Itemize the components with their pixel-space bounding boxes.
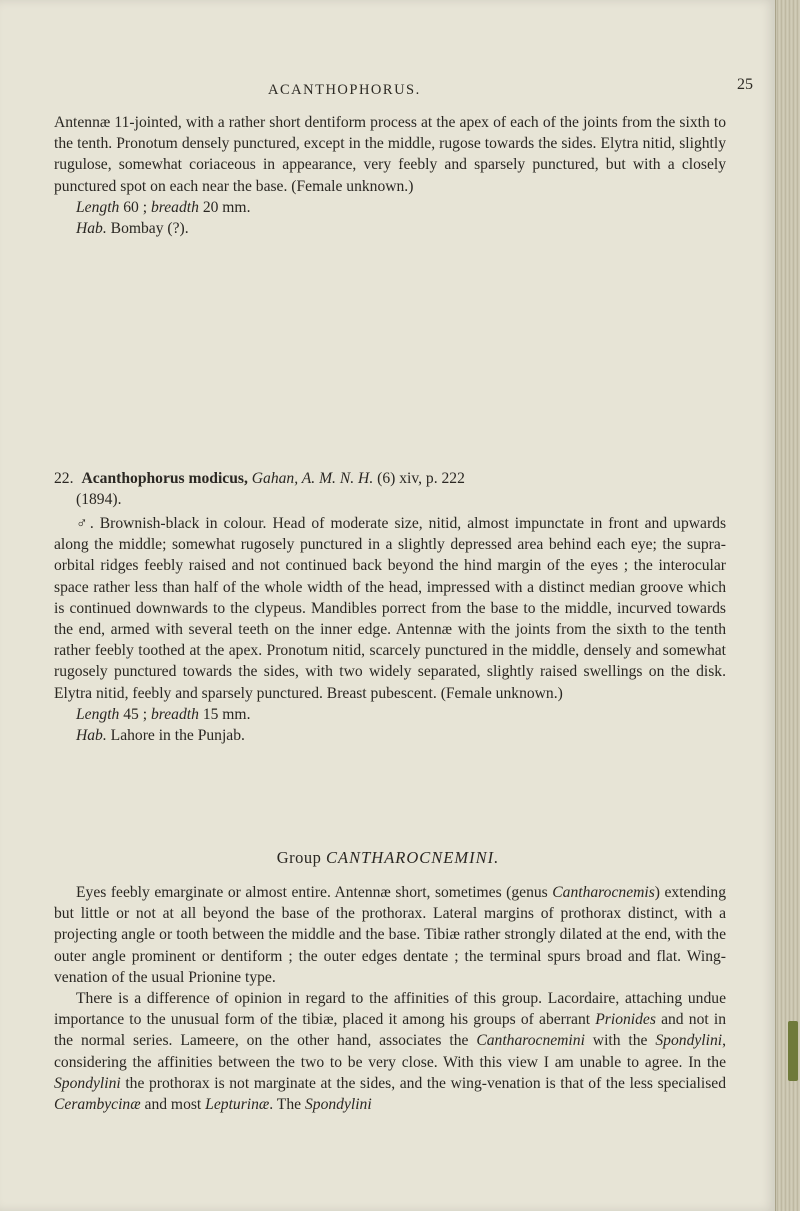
group-paragraph-2 <box>54 988 726 1115</box>
text-run: . The <box>269 1096 305 1114</box>
species-heading-line <box>54 468 726 489</box>
species-number: 22. <box>54 470 74 487</box>
description-paragraph: Antennæ 11-jointed, with a rather short dentiform process at the apex of each of the joints from the sixth to the tenth. Pronotum densely punctured, except in the middle, rugose towards the sides. Elytra nitid, slightly rugulose, somewhat coriaceous in appearance, very feebly and sparsely punctured, but with a closely punctured spot on each near the base. (Female unknown.) <box>54 114 726 195</box>
measurements <box>54 704 726 725</box>
text-block-species-22 <box>54 513 726 746</box>
group-paragraph-1 <box>54 882 726 988</box>
group-prefix: Group <box>276 848 322 867</box>
breadth-value: 20 mm. <box>202 198 251 216</box>
species-citation: Gahan, A. M. N. H. <box>251 470 374 487</box>
length-value: 60 ; <box>123 198 148 216</box>
species-heading <box>54 468 726 510</box>
measurements <box>54 197 726 218</box>
text-run: and not in the normal series. Lameere, on the other hand, associates the <box>54 1011 726 1050</box>
text-run: Eyes feebly emarginate or almost entire. Antennæ short, sometimes (genus <box>76 884 553 901</box>
book-edge <box>775 0 800 1211</box>
taxon-name: Prionides <box>595 1011 656 1029</box>
description-paragraph <box>54 513 726 704</box>
length-value: 45 ; <box>123 705 148 723</box>
hab-value: Lahore in the Punjab. <box>110 727 245 745</box>
text-block-group <box>54 882 726 1115</box>
text-run: and most <box>140 1096 206 1114</box>
text-run: the prothorax is not marginate at the sides, and the wing-venation is that of the less specialised <box>120 1074 726 1092</box>
edge-tab <box>788 1021 798 1081</box>
length-label: Length <box>76 705 120 723</box>
hab-label: Hab. <box>76 220 107 238</box>
hab-label: Hab. <box>76 727 107 745</box>
breadth-value: 15 mm. <box>202 705 251 723</box>
page-number: 25 <box>737 76 753 93</box>
breadth-label: breadth <box>150 198 199 216</box>
text-run: There is a difference of opinion in regard to the affinities of this group. Lacordaire, attaching undue importance to the unusual form of the tibiæ, placed it among his groups of aberrant <box>54 990 726 1029</box>
species-reference: (6) xiv, p. 222 <box>377 470 465 487</box>
text-run: with the <box>584 1032 656 1050</box>
species-year: (1894). <box>76 491 122 509</box>
group-name: CANTHAROCNEMINI. <box>326 848 500 867</box>
taxon-name: Spondylini <box>304 1096 372 1114</box>
taxon-name: Cantharocnemini <box>476 1032 585 1050</box>
taxon-name: Spondylini <box>54 1074 121 1092</box>
text-run: , considering the affinities between the two to be very close. With this view I am unable to agree. In the <box>54 1032 726 1071</box>
taxon-name: Spondylini <box>655 1032 723 1050</box>
habitat <box>54 725 726 746</box>
text-block-previous-species <box>54 112 726 239</box>
taxon-name: Cerambycinæ <box>54 1096 141 1114</box>
breadth-label: breadth <box>150 705 199 723</box>
genus-name: Cantharocnemis <box>552 884 655 901</box>
description-text: Brownish-black in colour. Head of moderate size, nitid, almost impunctate in front and upwards along the middle; somewhat rugosely punctured in a slightly depressed area behind each eye; the supra-orbital ridges feebly raised and not continued back beyond the hind margin of the eyes ; the interocular space rather less than half of the whole width of the head, impressed with a distinct median groove which is continued downwards to the clypeus. Mandibles porrect from the base to the middle, incurved towards the end, armed with several teeth on the inner edge. Antennæ with the joints from the sixth to the tenth rather feebly toothed at the apex. Pronotum nitid, scarcely punctured in the middle, densely and somewhat rugosely punctured towards the sides, with two widely separated, slightly raised swellings on the disk. Elytra nitid, feebly and sparsely punctured. Breast pubescent. (Female unknown.) <box>54 515 727 702</box>
habitat <box>54 218 726 239</box>
length-label: Length <box>76 198 120 216</box>
species-name: Acanthophorus modicus, <box>81 470 248 487</box>
taxon-name: Lepturinæ <box>205 1096 270 1114</box>
text-run: ) extending but little or not at all beyond the base of the prothorax. Lateral margins of prothorax distinct, with a projecting angle or tooth between the middle and the base. Tibiæ rather strongly dilated at the end, with the outer angle prominent or dentiform ; the outer edges dentate ; the terminal spurs broad and flat. Wing-venation of the usual Prionine type. <box>54 884 726 986</box>
running-head: ACANTHOPHORUS. <box>268 82 421 98</box>
group-heading <box>0 848 776 868</box>
hab-value: Bombay (?). <box>110 220 189 238</box>
male-symbol: ♂. <box>76 515 94 532</box>
